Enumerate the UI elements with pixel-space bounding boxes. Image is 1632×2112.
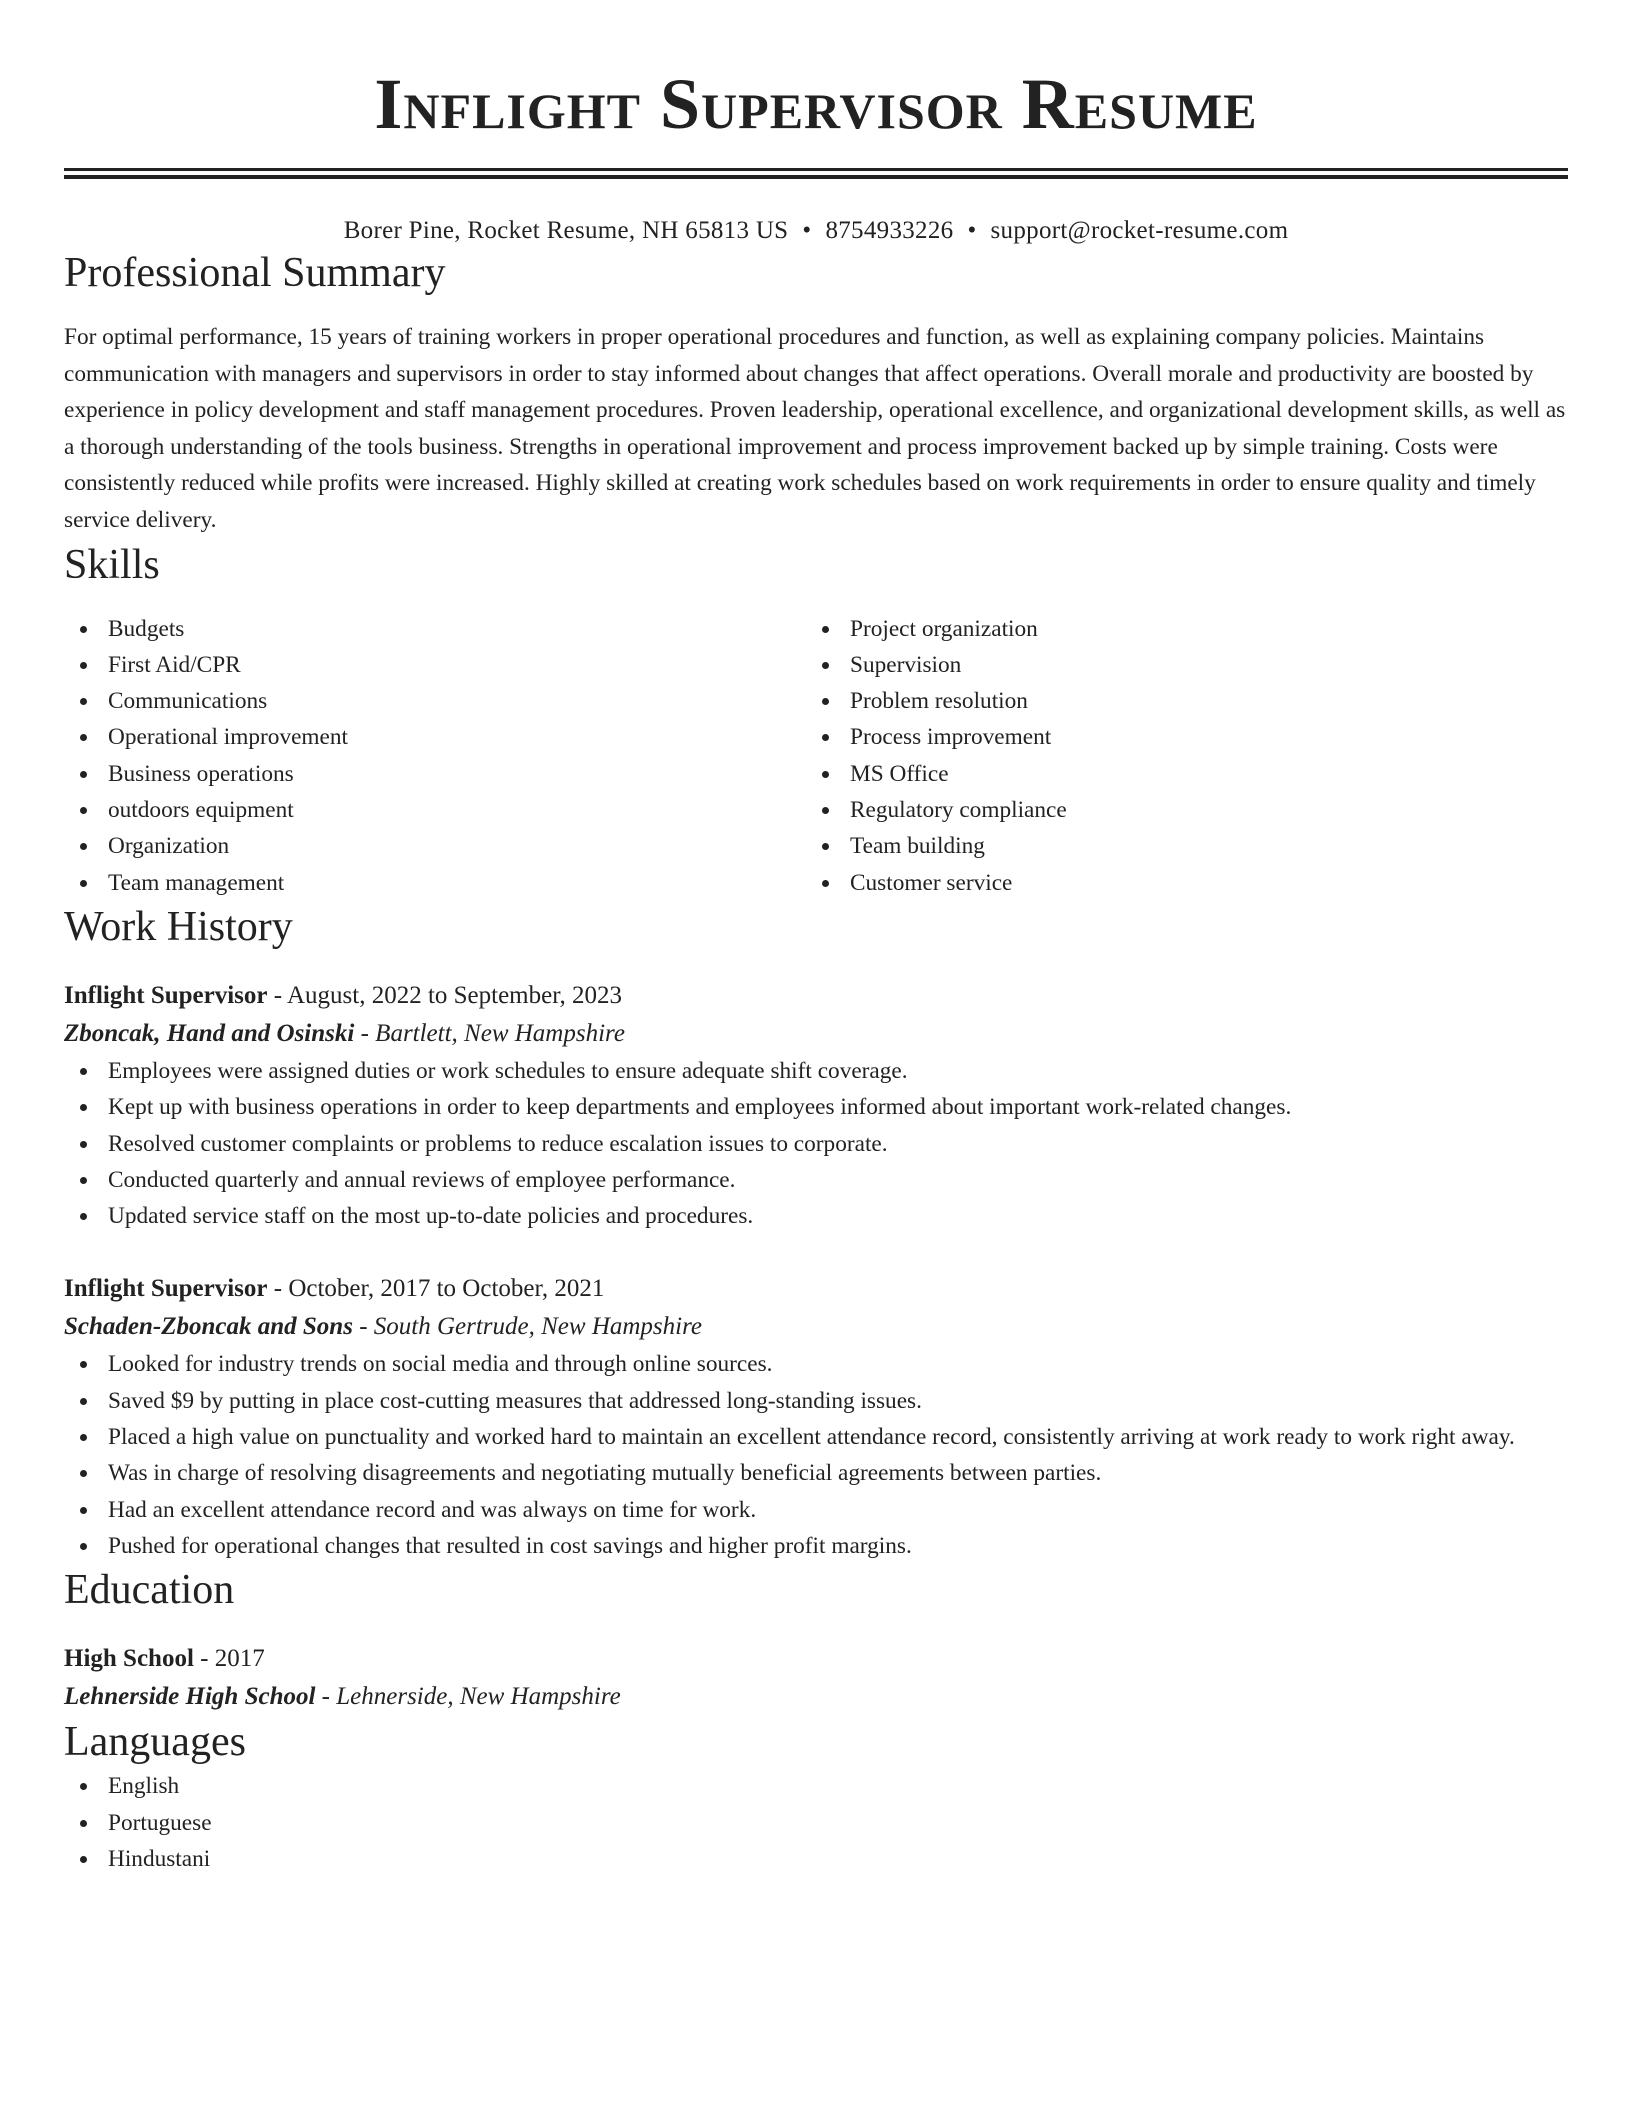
skill-item: Customer service bbox=[806, 865, 1548, 901]
job-bullet: Placed a high value on punctuality and worked hard to maintain an excellent attendance record, consistently arriving at work ready to work right away. bbox=[64, 1419, 1568, 1455]
skill-item: Budgets bbox=[64, 611, 806, 647]
job-bullets bbox=[64, 1346, 1568, 1564]
skill-item: Communications bbox=[64, 683, 806, 719]
skills-list-left bbox=[64, 611, 806, 901]
education-location: - Lehnerside, New Hampshire bbox=[315, 1683, 621, 1711]
job-bullet: Resolved customer complaints or problems to reduce escalation issues to corporate. bbox=[64, 1126, 1568, 1162]
education-heading: Education bbox=[64, 1567, 235, 1614]
job-dates: - August, 2022 to September, 2023 bbox=[267, 981, 623, 1009]
job-bullet: Updated service staff on the most up-to-date policies and procedures. bbox=[64, 1198, 1568, 1234]
resume-title: Inflight Supervisor Resume bbox=[374, 64, 1258, 144]
contact-address: Borer Pine, Rocket Resume, NH 65813 US bbox=[343, 217, 789, 244]
skill-item: Team management bbox=[64, 865, 806, 901]
job-location: - Bartlett, New Hampshire bbox=[354, 1019, 625, 1047]
work-entry bbox=[64, 1270, 1568, 1564]
contact-email: support@rocket-resume.com bbox=[990, 217, 1289, 244]
job-bullet: Looked for industry trends on social media and through online sources. bbox=[64, 1346, 1568, 1382]
job-bullets bbox=[64, 1053, 1568, 1234]
language-item: Hindustani bbox=[64, 1841, 1568, 1877]
job-bullet: Pushed for operational changes that resulted in cost savings and higher profit margins. bbox=[64, 1528, 1568, 1564]
education-school-line bbox=[64, 1678, 1568, 1716]
job-bullet: Had an excellent attendance record and was always on time for work. bbox=[64, 1492, 1568, 1528]
skills-heading: Skills bbox=[64, 541, 160, 588]
skill-item: outdoors equipment bbox=[64, 792, 806, 828]
skill-item: Regulatory compliance bbox=[806, 792, 1548, 828]
work-history-heading: Work History bbox=[64, 903, 293, 950]
contact-separator: • bbox=[802, 217, 812, 244]
skill-item: Process improvement bbox=[806, 719, 1548, 755]
languages-heading: Languages bbox=[64, 1719, 246, 1766]
skill-item: MS Office bbox=[806, 756, 1548, 792]
job-dates: - October, 2017 to October, 2021 bbox=[267, 1275, 605, 1303]
job-bullet: Was in charge of resolving disagreements and negotiating mutually beneficial agreements between parties. bbox=[64, 1455, 1568, 1491]
job-title: Inflight Supervisor bbox=[64, 1275, 268, 1303]
contact-separator: • bbox=[967, 217, 977, 244]
contact-phone: 8754933226 bbox=[825, 217, 954, 244]
skill-item: Organization bbox=[64, 828, 806, 864]
contact-line bbox=[64, 215, 1568, 247]
title-double-rule bbox=[64, 168, 1568, 179]
skill-item: Business operations bbox=[64, 756, 806, 792]
education-school: Lehnerside High School bbox=[64, 1683, 316, 1711]
job-company: Schaden-Zboncak and Sons bbox=[64, 1313, 353, 1341]
skill-item: First Aid/CPR bbox=[64, 647, 806, 683]
work-entry bbox=[64, 977, 1568, 1234]
job-title-line bbox=[64, 1270, 1568, 1308]
job-title-line bbox=[64, 977, 1568, 1015]
job-title: Inflight Supervisor bbox=[64, 981, 268, 1009]
skill-item: Team building bbox=[806, 828, 1548, 864]
job-bullet: Saved $9 by putting in place cost-cutting measures that addressed long-standing issues. bbox=[64, 1383, 1568, 1419]
skill-item: Supervision bbox=[806, 647, 1548, 683]
skills-list-right bbox=[806, 611, 1548, 901]
skill-item: Operational improvement bbox=[64, 719, 806, 755]
summary-heading: Professional Summary bbox=[64, 250, 446, 296]
job-bullet: Conducted quarterly and annual reviews of employee performance. bbox=[64, 1162, 1568, 1198]
job-company-line bbox=[64, 1308, 1568, 1346]
education-degree: High School bbox=[64, 1645, 194, 1673]
education-year: - 2017 bbox=[193, 1645, 265, 1673]
skill-item: Project organization bbox=[806, 611, 1548, 647]
summary-text: For optimal performance, 15 years of training workers in proper operational procedures and function, as well as explaining company policies. Maintains communication with managers and supervisors in order to stay informed about changes that affect operations. Overall morale and productivity are boosted by experience in policy development and staff management procedures. Proven leadership, operational excellence, and organizational development skills, as well as a thorough understanding of the tools business. Strengths in operational improvement and process improvement backed up by simple training. Costs were consistently reduced while profits were increased. Highly skilled at creating work schedules based on work requirements in order to ensure quality and timely service delivery. bbox=[64, 324, 1566, 533]
job-company-line bbox=[64, 1015, 1568, 1053]
education-degree-line bbox=[64, 1640, 1568, 1678]
job-bullet: Employees were assigned duties or work schedules to ensure adequate shift coverage. bbox=[64, 1053, 1568, 1089]
language-item: English bbox=[64, 1768, 1568, 1804]
language-item: Portuguese bbox=[64, 1805, 1568, 1841]
education-entry bbox=[64, 1640, 1568, 1716]
skills-columns bbox=[64, 611, 1568, 901]
job-company: Zboncak, Hand and Osinski bbox=[64, 1019, 355, 1047]
skill-item: Problem resolution bbox=[806, 683, 1548, 719]
languages-list bbox=[64, 1768, 1568, 1877]
job-bullet: Kept up with business operations in order to keep departments and employees informed about important work-related changes. bbox=[64, 1089, 1568, 1125]
job-location: - South Gertrude, New Hampshire bbox=[352, 1313, 703, 1341]
